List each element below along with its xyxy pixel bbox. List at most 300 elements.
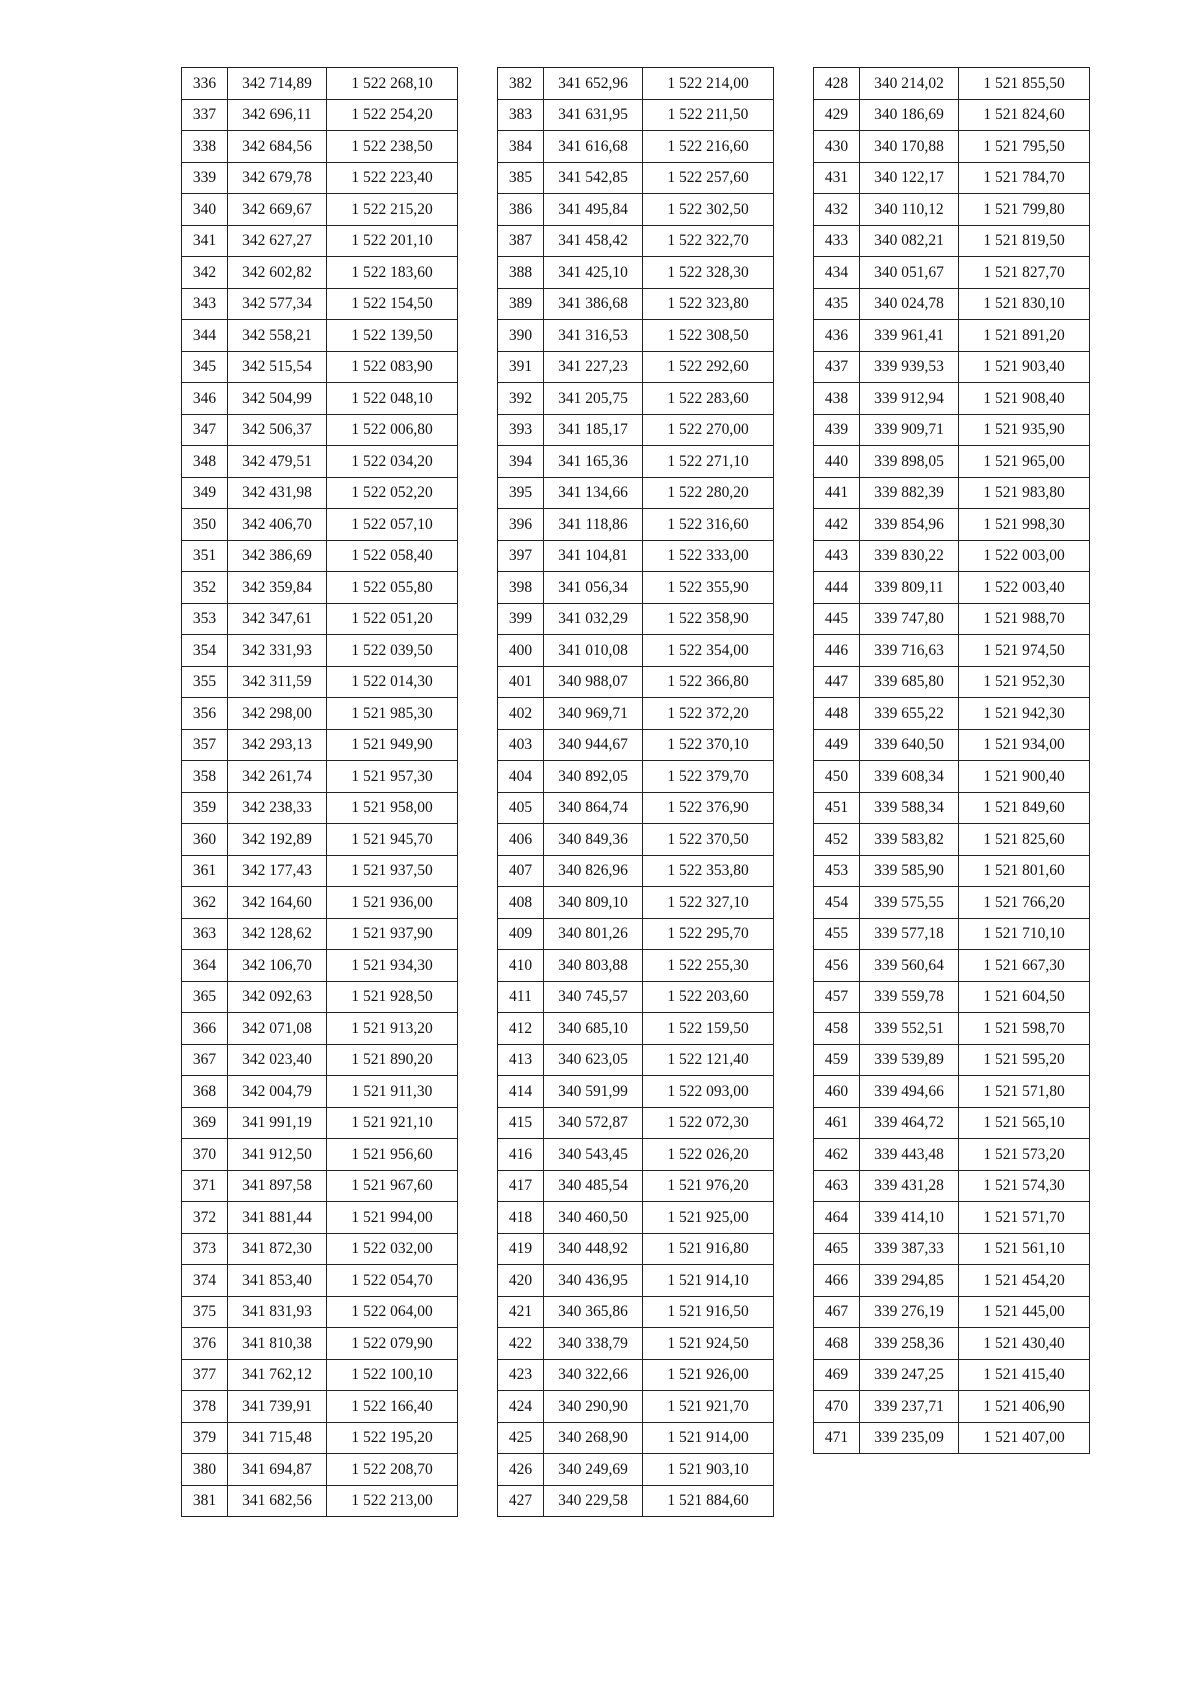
point-number-cell: 464 [814,1202,860,1234]
point-number-cell: 403 [498,729,544,761]
y-coordinate-cell: 1 521 928,50 [327,981,458,1013]
point-number-cell: 411 [498,981,544,1013]
table-row [182,603,458,635]
point-number-cell: 427 [498,1485,544,1517]
table-row [182,792,458,824]
x-coordinate-cell: 339 539,89 [860,1044,959,1076]
y-coordinate-cell: 1 521 998,30 [959,509,1090,541]
y-coordinate-cell: 1 522 057,10 [327,509,458,541]
y-coordinate-cell: 1 521 914,00 [643,1422,774,1454]
x-coordinate-cell: 342 164,60 [228,887,327,919]
x-coordinate-cell: 339 237,71 [860,1391,959,1423]
x-coordinate-cell: 341 739,91 [228,1391,327,1423]
y-coordinate-cell: 1 522 355,90 [643,572,774,604]
table-row [814,1076,1090,1108]
point-number-cell: 453 [814,855,860,887]
y-coordinate-cell: 1 522 048,10 [327,383,458,415]
table-row [498,1139,774,1171]
point-number-cell: 343 [182,288,228,320]
x-coordinate-cell: 339 608,34 [860,761,959,793]
point-number-cell: 350 [182,509,228,541]
y-coordinate-cell: 1 521 988,70 [959,603,1090,635]
x-coordinate-cell: 341 682,56 [228,1485,327,1517]
x-coordinate-cell: 339 898,05 [860,446,959,478]
x-coordinate-cell: 342 071,08 [228,1013,327,1045]
table-row [814,603,1090,635]
point-number-cell: 351 [182,540,228,572]
table-row [498,792,774,824]
y-coordinate-cell: 1 521 965,00 [959,446,1090,478]
table-row [182,1296,458,1328]
table-row [498,225,774,257]
y-coordinate-cell: 1 521 934,30 [327,950,458,982]
coordinates-table-3 [813,67,1090,1454]
table-row [814,509,1090,541]
y-coordinate-cell: 1 522 353,80 [643,855,774,887]
x-coordinate-cell: 340 485,54 [544,1170,643,1202]
y-coordinate-cell: 1 521 937,50 [327,855,458,887]
table-row [814,99,1090,131]
y-coordinate-cell: 1 522 216,60 [643,131,774,163]
y-coordinate-cell: 1 522 058,40 [327,540,458,572]
x-coordinate-cell: 342 504,99 [228,383,327,415]
x-coordinate-cell: 339 909,71 [860,414,959,446]
y-coordinate-cell: 1 522 372,20 [643,698,774,730]
point-number-cell: 422 [498,1328,544,1360]
point-number-cell: 360 [182,824,228,856]
x-coordinate-cell: 340 365,86 [544,1296,643,1328]
table-row [182,509,458,541]
y-coordinate-cell: 1 522 014,30 [327,666,458,698]
x-coordinate-cell: 342 359,84 [228,572,327,604]
point-number-cell: 409 [498,918,544,950]
y-coordinate-cell: 1 521 824,60 [959,99,1090,131]
point-number-cell: 415 [498,1107,544,1139]
point-number-cell: 468 [814,1328,860,1360]
x-coordinate-cell: 339 585,90 [860,855,959,887]
x-coordinate-cell: 339 939,53 [860,351,959,383]
x-coordinate-cell: 341 205,75 [544,383,643,415]
x-coordinate-cell: 341 912,50 [228,1139,327,1171]
x-coordinate-cell: 340 969,71 [544,698,643,730]
point-number-cell: 387 [498,225,544,257]
y-coordinate-cell: 1 522 139,50 [327,320,458,352]
table-row [182,1454,458,1486]
x-coordinate-cell: 339 912,94 [860,383,959,415]
table-row [814,68,1090,100]
x-coordinate-cell: 339 577,18 [860,918,959,950]
y-coordinate-cell: 1 522 271,10 [643,446,774,478]
point-number-cell: 385 [498,162,544,194]
y-coordinate-cell: 1 522 214,00 [643,68,774,100]
table-row [498,1202,774,1234]
y-coordinate-cell: 1 521 573,20 [959,1139,1090,1171]
y-coordinate-cell: 1 521 445,00 [959,1296,1090,1328]
y-coordinate-cell: 1 521 891,20 [959,320,1090,352]
x-coordinate-cell: 342 023,40 [228,1044,327,1076]
point-number-cell: 391 [498,351,544,383]
point-number-cell: 404 [498,761,544,793]
point-number-cell: 367 [182,1044,228,1076]
x-coordinate-cell: 340 685,10 [544,1013,643,1045]
table-row [498,414,774,446]
y-coordinate-cell: 1 521 890,20 [327,1044,458,1076]
y-coordinate-cell: 1 521 914,10 [643,1265,774,1297]
point-number-cell: 348 [182,446,228,478]
x-coordinate-cell: 339 387,33 [860,1233,959,1265]
y-coordinate-cell: 1 522 072,30 [643,1107,774,1139]
y-coordinate-cell: 1 521 454,20 [959,1265,1090,1297]
y-coordinate-cell: 1 521 935,90 [959,414,1090,446]
y-coordinate-cell: 1 522 201,10 [327,225,458,257]
point-number-cell: 448 [814,698,860,730]
x-coordinate-cell: 340 809,10 [544,887,643,919]
x-coordinate-cell: 340 892,05 [544,761,643,793]
y-coordinate-cell: 1 522 183,60 [327,257,458,289]
x-coordinate-cell: 339 464,72 [860,1107,959,1139]
x-coordinate-cell: 342 479,51 [228,446,327,478]
x-coordinate-cell: 342 092,63 [228,981,327,1013]
table-row [498,887,774,919]
y-coordinate-cell: 1 522 379,70 [643,761,774,793]
table-row [498,1107,774,1139]
table-row [182,194,458,226]
point-number-cell: 413 [498,1044,544,1076]
x-coordinate-cell: 340 988,07 [544,666,643,698]
table-row [498,950,774,982]
y-coordinate-cell: 1 522 370,50 [643,824,774,856]
table-row [814,131,1090,163]
point-number-cell: 392 [498,383,544,415]
x-coordinate-cell: 342 431,98 [228,477,327,509]
point-number-cell: 467 [814,1296,860,1328]
table-row [498,320,774,352]
x-coordinate-cell: 339 247,25 [860,1359,959,1391]
x-coordinate-cell: 339 830,22 [860,540,959,572]
point-number-cell: 465 [814,1233,860,1265]
table-row [814,1013,1090,1045]
table-row [182,1485,458,1517]
point-number-cell: 397 [498,540,544,572]
y-coordinate-cell: 1 522 154,50 [327,288,458,320]
x-coordinate-cell: 339 961,41 [860,320,959,352]
point-number-cell: 445 [814,603,860,635]
point-number-cell: 379 [182,1422,228,1454]
y-coordinate-cell: 1 521 985,30 [327,698,458,730]
y-coordinate-cell: 1 521 799,80 [959,194,1090,226]
table-row [814,1170,1090,1202]
table-row [814,540,1090,572]
x-coordinate-cell: 339 747,80 [860,603,959,635]
x-coordinate-cell: 339 443,48 [860,1139,959,1171]
point-number-cell: 459 [814,1044,860,1076]
y-coordinate-cell: 1 522 257,60 [643,162,774,194]
point-number-cell: 442 [814,509,860,541]
point-number-cell: 383 [498,99,544,131]
point-number-cell: 463 [814,1170,860,1202]
table-row [814,1139,1090,1171]
x-coordinate-cell: 341 010,08 [544,635,643,667]
x-coordinate-cell: 342 669,67 [228,194,327,226]
table-row [498,824,774,856]
y-coordinate-cell: 1 522 354,00 [643,635,774,667]
table-row [182,635,458,667]
table-row [182,540,458,572]
x-coordinate-cell: 339 552,51 [860,1013,959,1045]
y-coordinate-cell: 1 521 983,80 [959,477,1090,509]
table-row [182,1076,458,1108]
y-coordinate-cell: 1 521 926,00 [643,1359,774,1391]
table-row [814,1265,1090,1297]
table-row [498,1076,774,1108]
y-coordinate-cell: 1 522 323,80 [643,288,774,320]
point-number-cell: 420 [498,1265,544,1297]
x-coordinate-cell: 340 801,26 [544,918,643,950]
x-coordinate-cell: 342 714,89 [228,68,327,100]
point-number-cell: 363 [182,918,228,950]
x-coordinate-cell: 341 853,40 [228,1265,327,1297]
y-coordinate-cell: 1 522 254,20 [327,99,458,131]
y-coordinate-cell: 1 521 406,90 [959,1391,1090,1423]
point-number-cell: 398 [498,572,544,604]
x-coordinate-cell: 339 583,82 [860,824,959,856]
point-number-cell: 441 [814,477,860,509]
point-number-cell: 423 [498,1359,544,1391]
y-coordinate-cell: 1 522 100,10 [327,1359,458,1391]
point-number-cell: 419 [498,1233,544,1265]
table-row [182,257,458,289]
table-row [814,1422,1090,1454]
table-row [814,1202,1090,1234]
y-coordinate-cell: 1 522 052,20 [327,477,458,509]
x-coordinate-cell: 340 249,69 [544,1454,643,1486]
point-number-cell: 355 [182,666,228,698]
point-number-cell: 345 [182,351,228,383]
x-coordinate-cell: 340 436,95 [544,1265,643,1297]
table-row [182,320,458,352]
y-coordinate-cell: 1 521 974,50 [959,635,1090,667]
point-number-cell: 406 [498,824,544,856]
x-coordinate-cell: 342 261,74 [228,761,327,793]
x-coordinate-cell: 342 293,13 [228,729,327,761]
point-number-cell: 430 [814,131,860,163]
y-coordinate-cell: 1 522 208,70 [327,1454,458,1486]
table-row [814,194,1090,226]
y-coordinate-cell: 1 521 921,70 [643,1391,774,1423]
x-coordinate-cell: 341 652,96 [544,68,643,100]
y-coordinate-cell: 1 521 604,50 [959,981,1090,1013]
table-row [182,162,458,194]
y-coordinate-cell: 1 522 292,60 [643,351,774,383]
table-row [182,855,458,887]
point-number-cell: 471 [814,1422,860,1454]
table-row [498,855,774,887]
point-number-cell: 443 [814,540,860,572]
x-coordinate-cell: 340 591,99 [544,1076,643,1108]
point-number-cell: 426 [498,1454,544,1486]
y-coordinate-cell: 1 522 308,50 [643,320,774,352]
y-coordinate-cell: 1 521 830,10 [959,288,1090,320]
table-row [814,698,1090,730]
point-number-cell: 337 [182,99,228,131]
table-row [182,225,458,257]
table-row [182,1170,458,1202]
point-number-cell: 421 [498,1296,544,1328]
point-number-cell: 429 [814,99,860,131]
x-coordinate-cell: 339 575,55 [860,887,959,919]
point-number-cell: 439 [814,414,860,446]
x-coordinate-cell: 339 882,39 [860,477,959,509]
table-row [182,824,458,856]
y-coordinate-cell: 1 521 766,20 [959,887,1090,919]
y-coordinate-cell: 1 522 238,50 [327,131,458,163]
point-number-cell: 433 [814,225,860,257]
table-row [182,477,458,509]
x-coordinate-cell: 340 745,57 [544,981,643,1013]
table-row [182,572,458,604]
table-row [814,666,1090,698]
y-coordinate-cell: 1 522 358,90 [643,603,774,635]
y-coordinate-cell: 1 522 268,10 [327,68,458,100]
x-coordinate-cell: 339 294,85 [860,1265,959,1297]
point-number-cell: 446 [814,635,860,667]
table-row [498,509,774,541]
table-row [498,351,774,383]
table-row [498,1233,774,1265]
point-number-cell: 357 [182,729,228,761]
point-number-cell: 396 [498,509,544,541]
point-number-cell: 342 [182,257,228,289]
y-coordinate-cell: 1 522 295,70 [643,918,774,950]
y-coordinate-cell: 1 522 215,20 [327,194,458,226]
y-coordinate-cell: 1 522 034,20 [327,446,458,478]
point-number-cell: 393 [498,414,544,446]
point-number-cell: 395 [498,477,544,509]
point-number-cell: 377 [182,1359,228,1391]
table-row [498,1359,774,1391]
point-number-cell: 347 [182,414,228,446]
point-number-cell: 412 [498,1013,544,1045]
y-coordinate-cell: 1 522 083,90 [327,351,458,383]
y-coordinate-cell: 1 522 366,80 [643,666,774,698]
table-row [814,446,1090,478]
y-coordinate-cell: 1 522 051,20 [327,603,458,635]
table-row [814,225,1090,257]
table-row [182,918,458,950]
y-coordinate-cell: 1 522 255,30 [643,950,774,982]
y-coordinate-cell: 1 521 595,20 [959,1044,1090,1076]
point-number-cell: 370 [182,1139,228,1171]
y-coordinate-cell: 1 522 064,00 [327,1296,458,1328]
y-coordinate-cell: 1 521 561,10 [959,1233,1090,1265]
x-coordinate-cell: 340 460,50 [544,1202,643,1234]
x-coordinate-cell: 340 944,67 [544,729,643,761]
y-coordinate-cell: 1 522 026,20 [643,1139,774,1171]
table-row [814,887,1090,919]
y-coordinate-cell: 1 522 211,50 [643,99,774,131]
point-number-cell: 346 [182,383,228,415]
table-row [498,383,774,415]
point-number-cell: 456 [814,950,860,982]
table-row [498,635,774,667]
table-row [498,131,774,163]
coordinates-table-body [498,68,774,1517]
y-coordinate-cell: 1 522 032,00 [327,1233,458,1265]
x-coordinate-cell: 341 831,93 [228,1296,327,1328]
y-coordinate-cell: 1 521 976,20 [643,1170,774,1202]
table-row [814,1107,1090,1139]
x-coordinate-cell: 340 623,05 [544,1044,643,1076]
table-row [814,824,1090,856]
y-coordinate-cell: 1 522 270,00 [643,414,774,446]
table-row [814,351,1090,383]
point-number-cell: 402 [498,698,544,730]
point-number-cell: 388 [498,257,544,289]
table-row [814,162,1090,194]
table-row [498,446,774,478]
x-coordinate-cell: 340 110,12 [860,194,959,226]
x-coordinate-cell: 341 881,44 [228,1202,327,1234]
point-number-cell: 372 [182,1202,228,1234]
y-coordinate-cell: 1 521 937,90 [327,918,458,950]
x-coordinate-cell: 339 494,66 [860,1076,959,1108]
y-coordinate-cell: 1 522 195,20 [327,1422,458,1454]
x-coordinate-cell: 342 347,61 [228,603,327,635]
y-coordinate-cell: 1 522 093,00 [643,1076,774,1108]
table-row [814,320,1090,352]
x-coordinate-cell: 341 991,19 [228,1107,327,1139]
table-row [814,918,1090,950]
x-coordinate-cell: 340 322,66 [544,1359,643,1391]
table-row [182,383,458,415]
point-number-cell: 466 [814,1265,860,1297]
point-number-cell: 434 [814,257,860,289]
x-coordinate-cell: 341 118,86 [544,509,643,541]
point-number-cell: 401 [498,666,544,698]
y-coordinate-cell: 1 522 370,10 [643,729,774,761]
point-number-cell: 336 [182,68,228,100]
x-coordinate-cell: 340 268,90 [544,1422,643,1454]
x-coordinate-cell: 339 854,96 [860,509,959,541]
table-row [498,729,774,761]
point-number-cell: 362 [182,887,228,919]
x-coordinate-cell: 340 572,87 [544,1107,643,1139]
x-coordinate-cell: 342 406,70 [228,509,327,541]
table-row [182,1013,458,1045]
x-coordinate-cell: 341 872,30 [228,1233,327,1265]
y-coordinate-cell: 1 521 819,50 [959,225,1090,257]
point-number-cell: 386 [498,194,544,226]
table-row [814,1328,1090,1360]
x-coordinate-cell: 341 897,58 [228,1170,327,1202]
y-coordinate-cell: 1 521 795,50 [959,131,1090,163]
x-coordinate-cell: 341 495,84 [544,194,643,226]
table-row [814,1044,1090,1076]
y-coordinate-cell: 1 521 827,70 [959,257,1090,289]
y-coordinate-cell: 1 522 322,70 [643,225,774,257]
table-row [498,194,774,226]
point-number-cell: 425 [498,1422,544,1454]
x-coordinate-cell: 340 338,79 [544,1328,643,1360]
point-number-cell: 373 [182,1233,228,1265]
y-coordinate-cell: 1 521 565,10 [959,1107,1090,1139]
table-row [182,761,458,793]
y-coordinate-cell: 1 522 054,70 [327,1265,458,1297]
point-number-cell: 410 [498,950,544,982]
point-number-cell: 414 [498,1076,544,1108]
table-row [814,288,1090,320]
y-coordinate-cell: 1 522 223,40 [327,162,458,194]
